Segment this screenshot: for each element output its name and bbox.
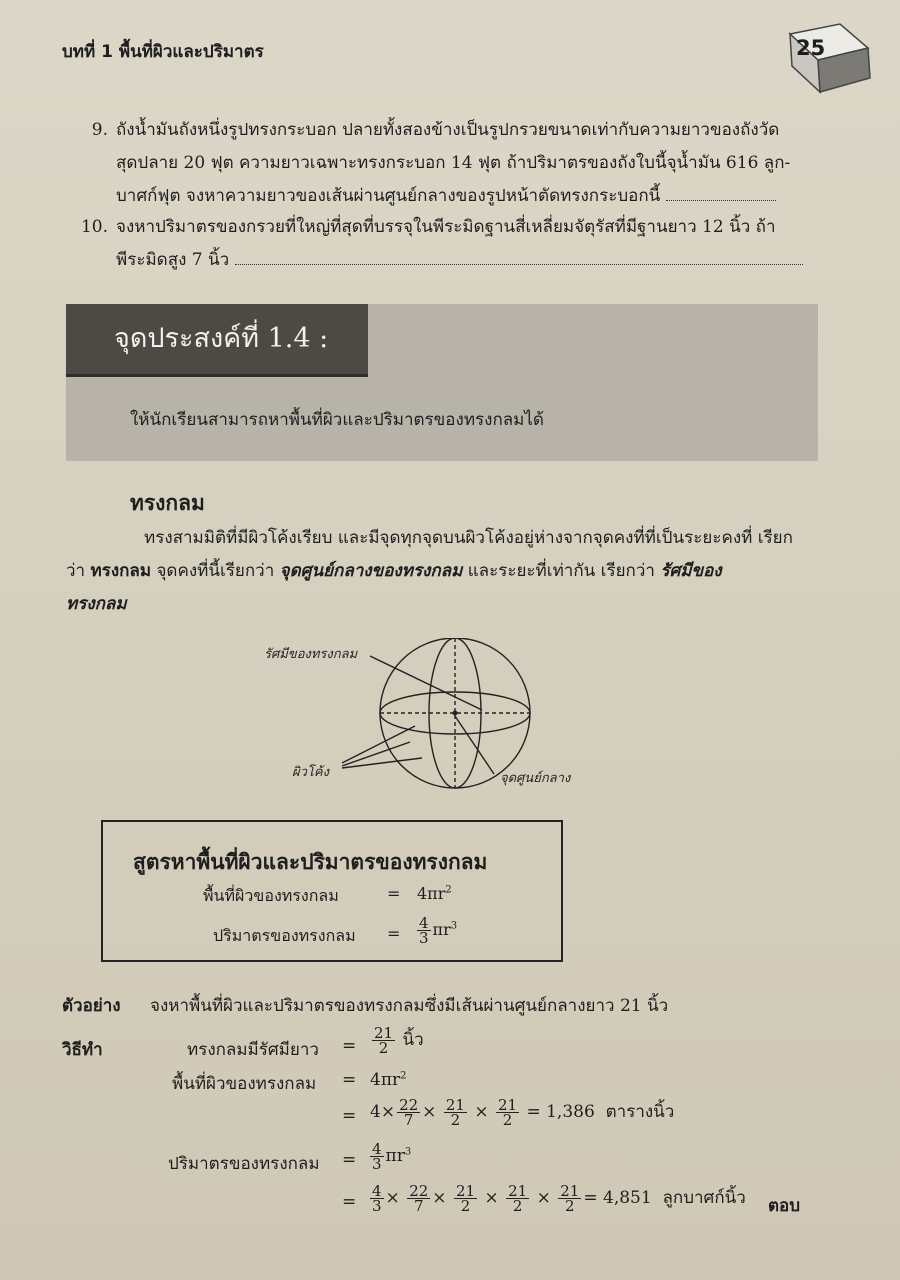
paragraph-text: ว่า [66,561,91,581]
volume-formula: $\frac{4}{3}$ $\pi r^3$ [419,914,458,947]
paragraph-text: ทรงสามมิติที่มีผิวโค้งเรียบ และมีจุดทุกจุดบนผิวโค้งอยู่ห่างจากจุดคงที่ที่เป็นระยะคงที่ เรียก [144,528,793,548]
term-sphere: ทรงกลม [90,561,152,581]
equals-sign: = [342,1036,357,1056]
chapter-header: บทที่ 1 พื้นที่ผิวและปริมาตร [62,42,264,62]
volume-formula-label: ปริมาตรของทรงกลม [213,926,356,945]
area-calculation: 4× $\frac{22}{7}$ × $\frac{21}{2}$ × $\frac{21}{2}$ = 1,386 ตารางนิ้ว [370,1096,675,1129]
answer-label: ตอบ [768,1196,801,1216]
surface-label: ผิวโค้ง [292,765,329,780]
question-number: 10. [80,217,108,237]
question-line: จงหาปริมาตรของกรวยที่ใหญ่ที่สุดที่บรรจุในพีระมิดฐานสี่เหลี่ยมจัตุรัสที่มีฐานยาว 12 นิ้ว ถ้า [116,217,776,237]
volume-calculation: $\frac{4}{3}$ × $\frac{22}{7}$ × $\frac{21}{2}$ × $\frac{21}{2}$ × $\frac{21}{2}$ = 4,851 ลูกบาศก์นิ้ว [372,1182,746,1215]
objective-title: จุดประสงค์ที่ 1.4 : [66,304,368,374]
sphere-diagram [262,638,602,798]
question-line: สุดปลาย 20 ฟุต ความยาวเฉพาะทรงกระบอก 14 ฟุต ถ้าปริมาตรของถังใบนี้จุน้ำมัน 616 ลูก- [116,153,791,173]
paragraph-text: จุดคงที่นี้เรียกว่า [151,561,280,581]
term-center: จุดศูนย์กลางของทรงกลม [279,561,463,581]
example-label: ตัวอย่าง [62,996,121,1016]
definition-paragraph [66,522,820,621]
center-arrow [455,716,494,774]
equals-sign: = [342,1192,357,1212]
page-number: 25 [796,36,826,60]
surface-arrow-3 [342,758,422,768]
equals-sign: = [342,1070,357,1090]
term-radius-cont: ทรงกลม [66,594,127,614]
formula-title: สูตรหาพื้นที่ผิวและปริมาตรของทรงกลม [133,849,488,874]
objective-text: ให้นักเรียนสามารถหาพื้นที่ผิวและปริมาตรของทรงกลมได้ [130,410,544,430]
radius-value: $\frac{21}{2}$ นิ้ว [374,1024,424,1057]
solution-label: วิธีทำ [62,1040,103,1060]
equals-sign: = [342,1106,357,1126]
formula-box [101,820,563,962]
equals-sign: = [342,1150,357,1170]
radius-label: รัศมีของทรงกลม [264,647,358,662]
equals-sign: = [387,884,401,903]
area-formula-step: $4\pi r^2$ [370,1070,407,1090]
volume-label: ปริมาตรของทรงกลม [168,1154,320,1174]
question-9 [78,114,818,213]
question-line: พีระมิดสูง 7 นิ้ว [116,250,230,270]
answer-blank[interactable] [235,250,803,265]
question-10 [78,211,818,277]
area-formula-label: พื้นที่ผิวของทรงกลม [203,886,339,905]
section-heading: ทรงกลม [130,490,205,515]
page-number-cube-icon [780,20,875,95]
area-formula: $4\pi r^2$ [417,884,452,903]
equals-sign: = [387,924,401,943]
center-label: จุดศูนย์กลาง [500,771,571,786]
question-number: 9. [91,120,108,140]
area-label: พื้นที่ผิวของทรงกลม [172,1074,317,1094]
term-radius: รัศมีของ [660,561,722,581]
question-line: บาศก์ฟุต จงหาความยาวของเส้นผ่านศูนย์กลางของรูปหน้าตัดทรงกระบอกนี้ [116,186,661,206]
radius-line-label: ทรงกลมมีรัศมียาว [187,1040,319,1060]
example-question: จงหาพื้นที่ผิวและปริมาตรของทรงกลมซึ่งมีเส้นผ่านศูนย์กลางยาว 21 นิ้ว [150,996,669,1016]
answer-blank[interactable] [666,186,776,201]
question-line: ถังน้ำมันถังหนึ่งรูปทรงกระบอก ปลายทั้งสองข้างเป็นรูปกรวยขนาดเท่ากับความยาวของถังวัด [116,120,780,140]
paragraph-text: และระยะที่เท่ากัน เรียกว่า [462,561,661,581]
volume-formula-step: $\frac{4}{3}$ $\pi r^3$ [372,1140,412,1173]
